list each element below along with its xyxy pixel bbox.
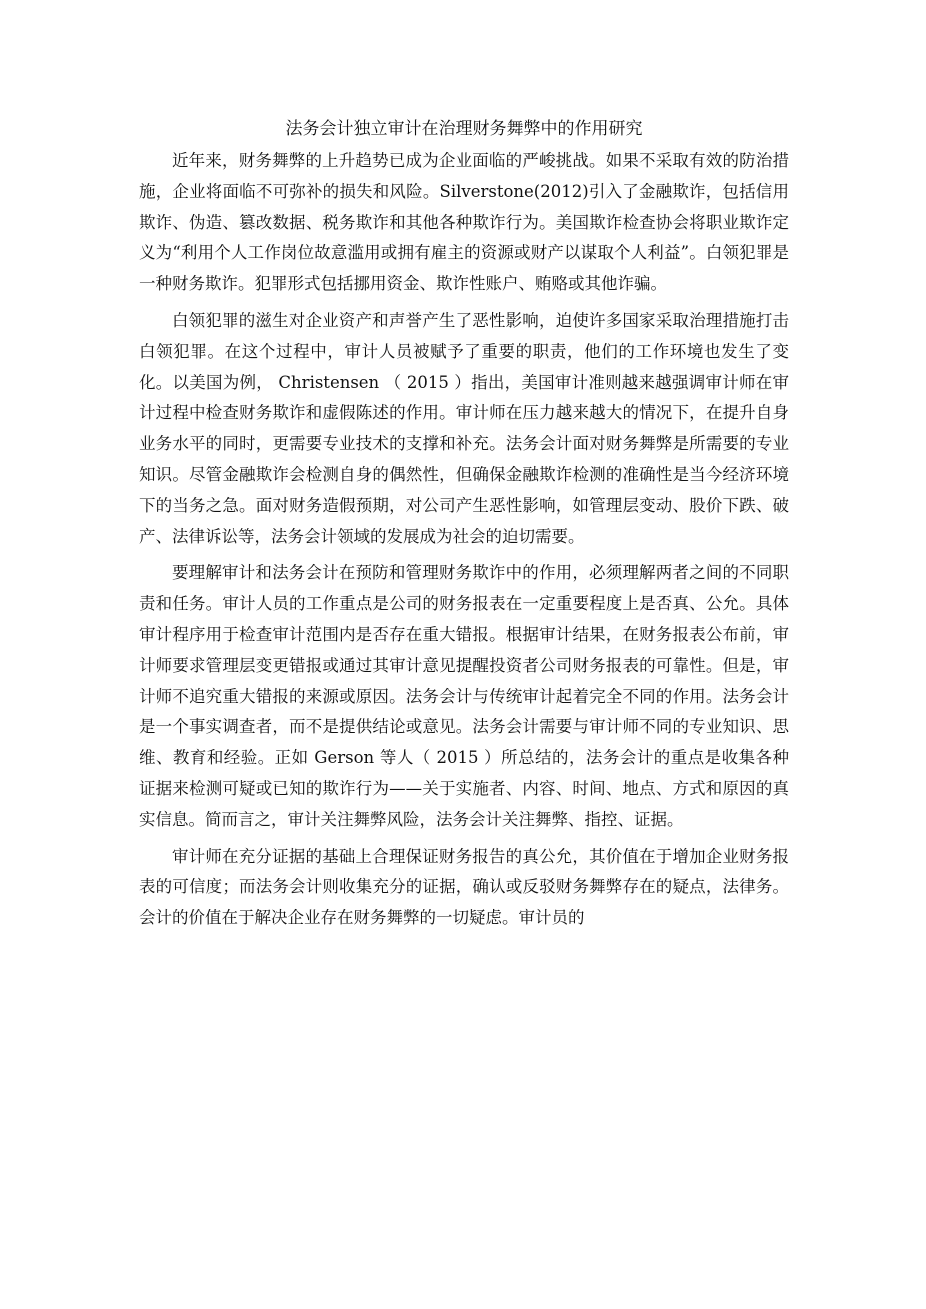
paragraph-2: 白领犯罪的滋生对企业资产和声誉产生了恶性影响，迫使许多国家采取治理措施打击白领犯罪。在这个过程中，审计人员被赋予了重要的职责，他们的工作环境也发生了变化。以美国为例， Christensen （ 2015 ）指出，美国审计准则越来越强调审计师在审计过程中检查财务欺诈和虚假陈述的作用。审计师在压力越来越大的情况下，在提升自身业务水平的同时，更需要专业技术的支撑和补充。法务会计面对财务舞弊是所需要的专业知识。尽管金融欺诈会检测自身的偶然性，但确保金融欺诈检测的准确性是当今经济环境下的当务之急。面对财务造假预期，对公司产生恶性影响，如管理层变动、股价下跌、破产、法律诉讼等，法务会计领域的发展成为社会的迫切需要。: [139, 310, 789, 546]
paragraph-3: 要理解审计和法务会计在预防和管理财务欺诈中的作用，必须理解两者之间的不同职责和任务。审计人员的工作重点是公司的财务报表在一定重要程度上是否真、公允。具体审计程序用于检查审计范围内是否存在重大错报。根据审计结果，在财务报表公布前，审计师要求管理层变更错报或通过其审计意见提醒投资者公司财务报表的可靠性。但是，审计师不追究重大错报的来源或原因。法务会计与传统审计起着完全不同的作用。法务会计是一个事实调查者，而不是提供结论或意见。法务会计需要与审计师不同的专业知识、思维、教育和经验。正如 Gerson 等人（ 2015 ）所总结的，法务会计的重点是收集各种证据来检测可疑或已知的欺诈行为——关于实施者、内容、时间、地点、方式和原因的真实信息。简而言之，审计关注舞弊风险，法务会计关注舞弊、指控、证据。: [139, 563, 789, 829]
document-title: 法务会计独立审计在治理财务舞弊中的作用研究: [285, 119, 643, 139]
paragraph-4: 审计师在充分证据的基础上合理保证财务报告的真公允，其价值在于增加企业财务报表的可信度；而法务会计则收集充分的证据，确认或反驳财务舞弊存在的疑点，法律务。会计的价值在于解决企业存在财务舞弊的一切疑虑。审计员的: [139, 846, 789, 928]
paragraph-1: 近年来，财务舞弊的上升趋势已成为企业面临的严峻挑战。如果不采取有效的防治措施，企业将面临不可弥补的损失和风险。Silverstone(2012)引入了金融欺诈，包括信用欺诈、伪造、篡改数据、税务欺诈和其他各种欺诈行为。美国欺诈检查协会将职业欺诈定义为“利用个人工作岗位故意滥用或拥有雇主的资源或财产以谋取个人利益”。白领犯罪是一种财务欺诈。犯罪形式包括挪用资金、欺诈性账户、贿赂或其他诈骗。: [139, 151, 789, 294]
document-body: [139, 115, 789, 940]
